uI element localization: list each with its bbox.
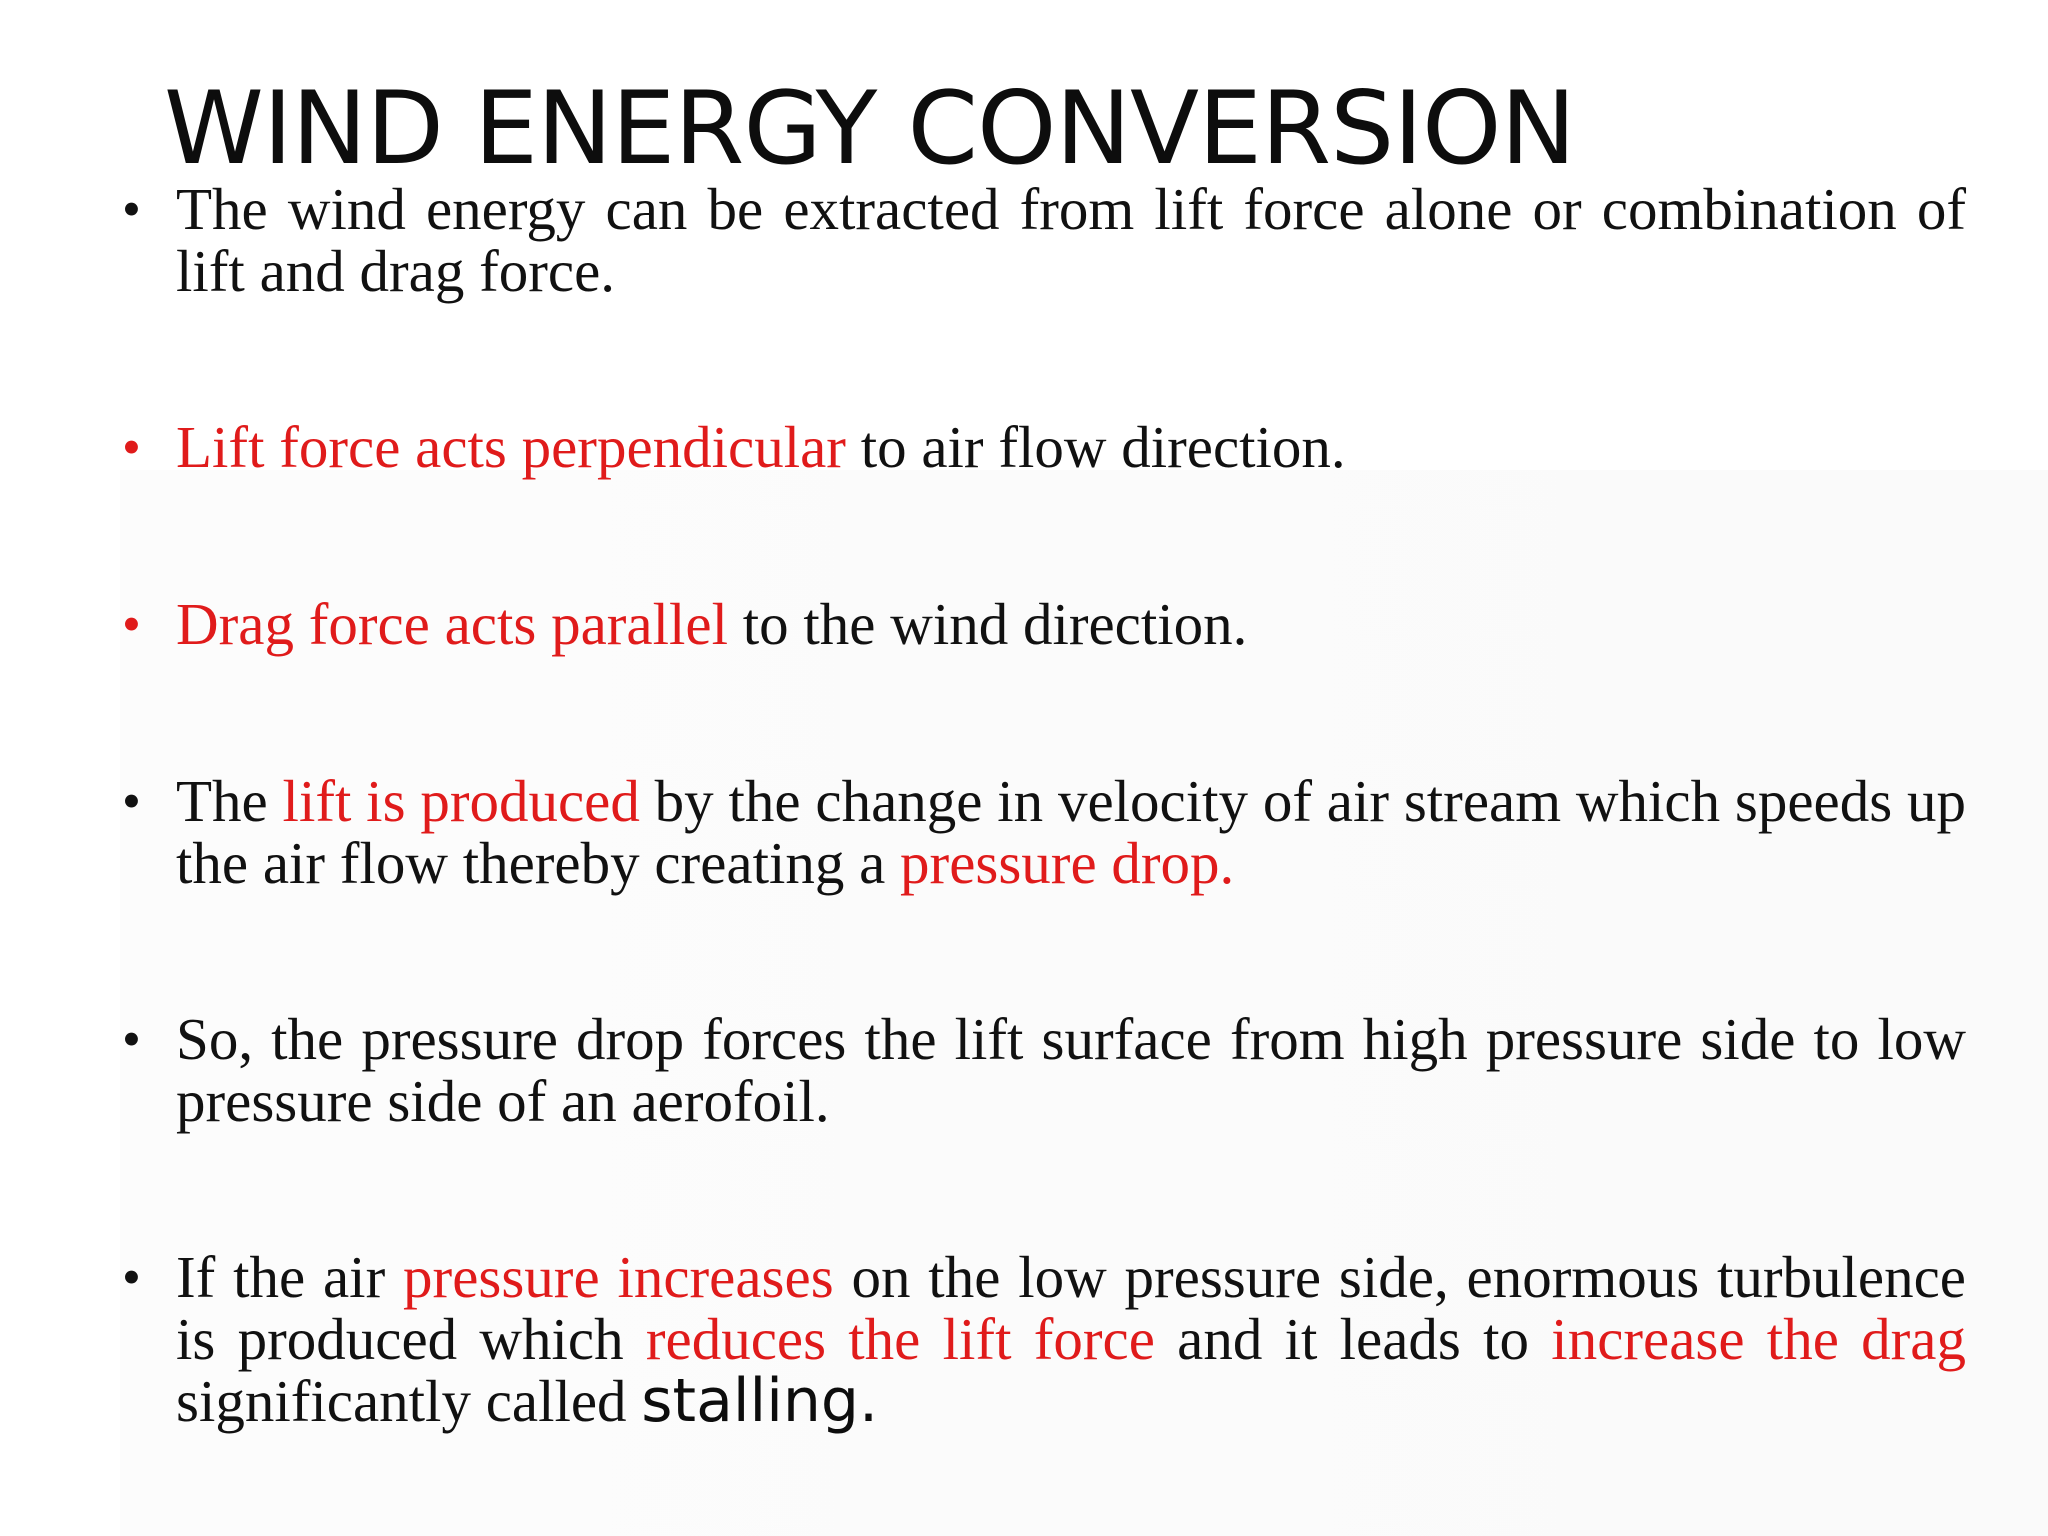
bullet-text <box>176 1244 1966 1436</box>
bullet-dot: • <box>122 1247 141 1307</box>
text-span: The <box>176 768 283 834</box>
highlight-span: increase the drag <box>1551 1306 1966 1372</box>
text-span: by the change in velocity of air stream which speeds up the air flow thereby creating a <box>176 768 1966 896</box>
text-span: and it leads to <box>1154 1306 1552 1372</box>
text-span: If the air <box>176 1244 404 1310</box>
bullet-text <box>176 416 1966 478</box>
highlight-span: Drag force acts parallel <box>176 591 728 657</box>
bullet-dot: • <box>122 417 141 477</box>
bullet-dot: • <box>122 594 141 654</box>
highlight-span: lift is produced <box>282 768 640 834</box>
bullet-dot: • <box>122 179 141 239</box>
bullet-dot: • <box>122 771 141 831</box>
text-span: significantly called <box>176 1368 642 1434</box>
text-span: to the wind direction. <box>727 591 1248 657</box>
slide-title: WIND ENERGY CONVERSION <box>164 69 1576 187</box>
text-span: to air flow direction. <box>845 414 1346 480</box>
highlight-span: pressure drop. <box>900 830 1235 896</box>
text-span: So, the pressure drop forces the lift surface from high pressure side to low pressure side of an aerofoil. <box>176 1006 1966 1134</box>
highlight-span: reduces the lift force <box>645 1306 1155 1372</box>
highlight-span: pressure increases <box>403 1244 834 1310</box>
bullet-text <box>176 770 1966 894</box>
bullet-dot: • <box>122 1009 141 1069</box>
highlight-span: Lift force acts perpendicular <box>176 414 846 480</box>
text-span: The wind energy can be extracted from lift force alone or combination of lift and drag force. <box>176 176 1966 304</box>
stalling-term: stalling. <box>641 1366 879 1436</box>
bullet-text <box>176 593 1966 655</box>
text-span: on the low pressure side, enormous turbulence is produced which <box>176 1244 1966 1372</box>
bullet-text <box>176 178 1966 302</box>
bullet-text <box>176 1008 1966 1132</box>
